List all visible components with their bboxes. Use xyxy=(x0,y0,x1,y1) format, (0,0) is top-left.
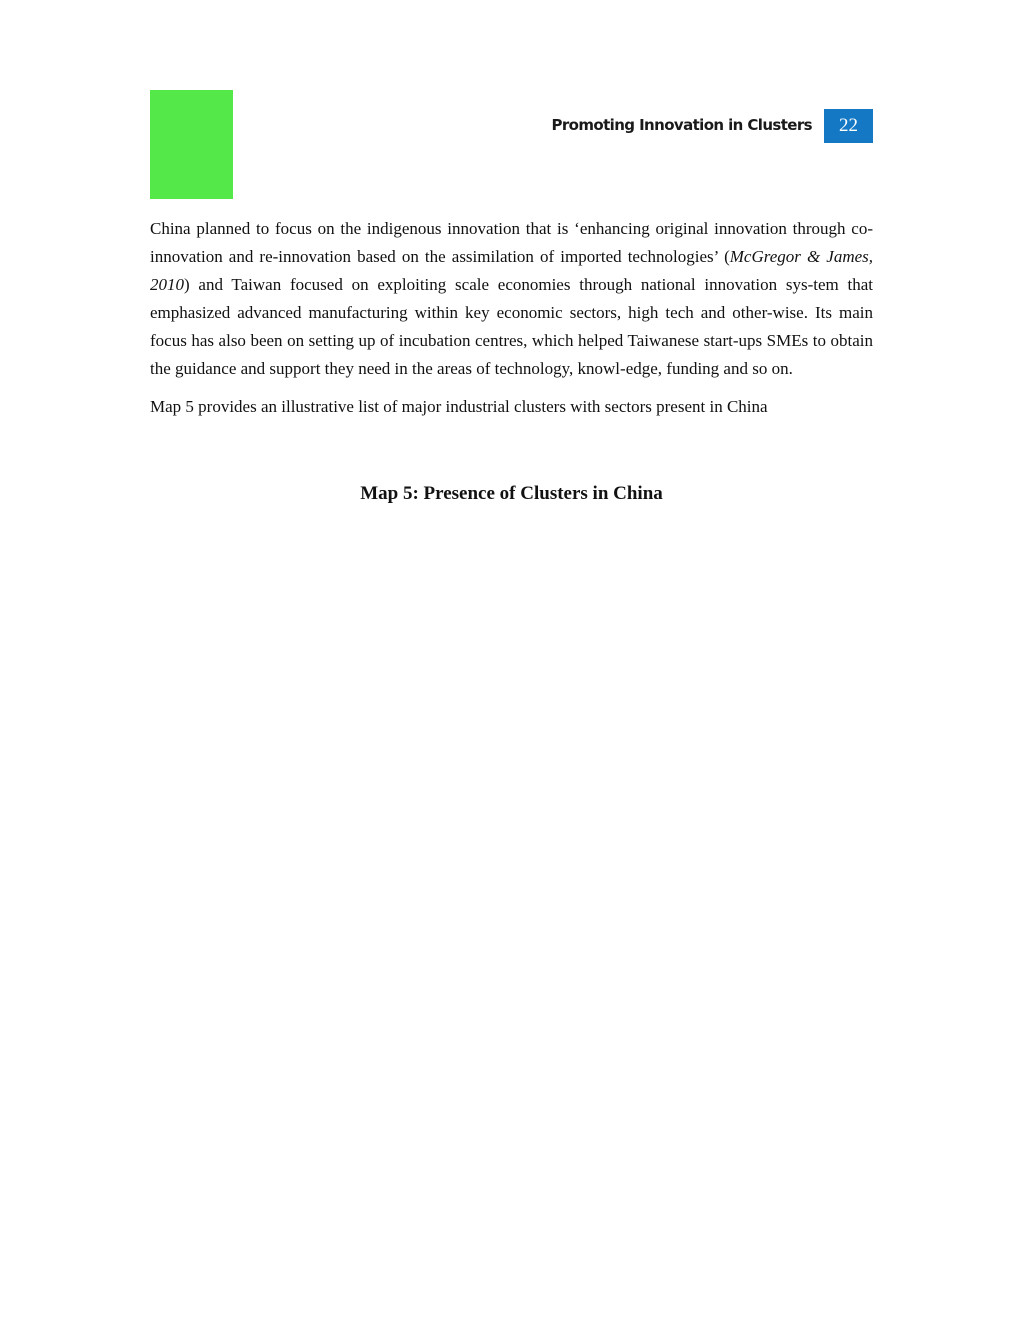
running-title: Promoting Innovation in Clusters xyxy=(551,116,812,134)
map-title: Map 5: Presence of Clusters in China xyxy=(360,483,663,504)
paragraph-1 xyxy=(150,215,873,383)
body-text xyxy=(150,215,873,421)
page-number: 22 xyxy=(824,109,873,143)
citation: McGregor & James, 2010 xyxy=(150,247,874,294)
paragraph-1-part-1: China planned to focus on the indigenous innovation that is ‘enhancing original innovation through co-innovation and re-innovation based on the assimilation of imported technologies’ ( xyxy=(150,219,873,266)
header-accent-block xyxy=(150,90,233,199)
paragraph-2: Map 5 provides an illustrative list of major industrial clusters with sectors present in China xyxy=(150,397,768,416)
paragraph-1-part-2: ) and Taiwan focused on exploiting scale economies through national innovation sys-tem that emphasized advanced manufacturing within key economic sectors, high tech and other-wise. Its main focus has also been on setting up of incubation centres, which helped Taiwanese start-ups SMEs to obtain the guidance and support they need in the areas of technology, knowl-edge, funding and so on. xyxy=(150,275,873,378)
